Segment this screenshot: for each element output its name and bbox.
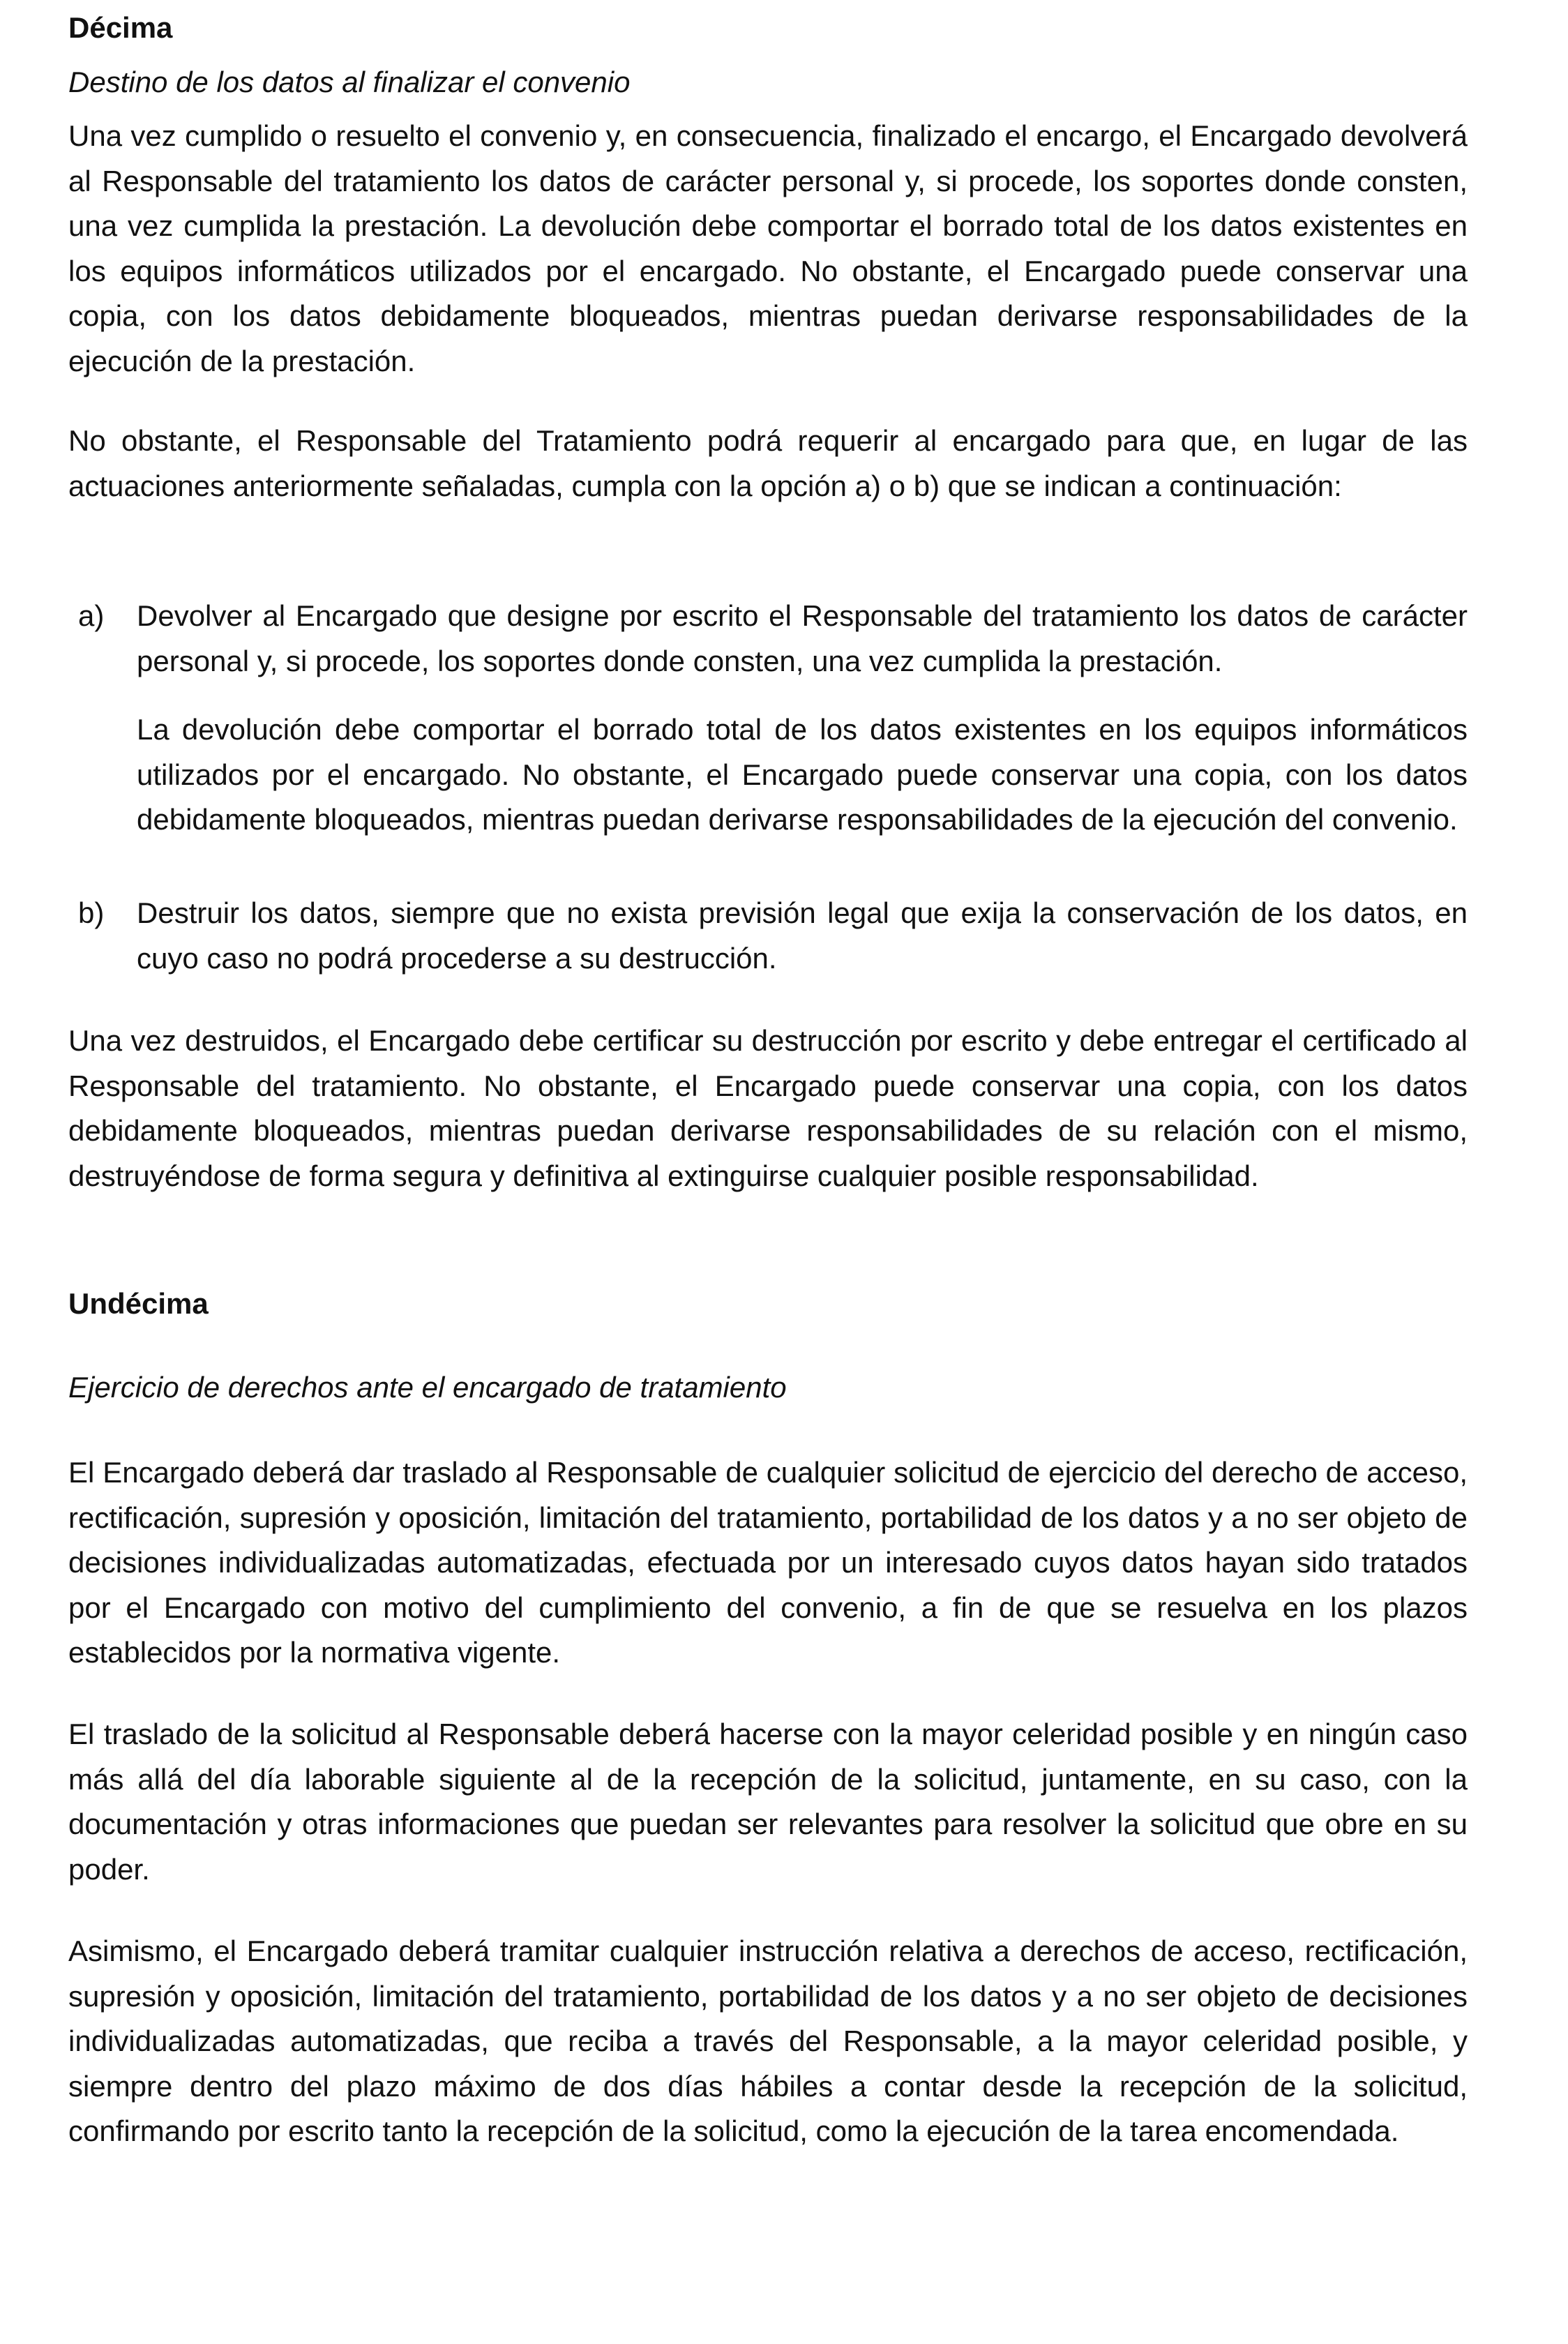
paragraph: Una vez destruidos, el Encargado debe certificar su destrucción por escrito y debe entregar el certificado al Responsable del tratamiento. No obstante, el Encargado puede conservar una copia, con los datos debidamente bloqueados, mientras puedan derivarse responsabilidades de su relación con el mismo, destruyéndose de forma segura y definitiva al extinguirse cualquier posible responsabilidad. xyxy=(68,1024,1468,1192)
paragraph: El Encargado deberá dar traslado al Responsable de cualquier solicitud de ejercicio del derecho de acceso, rectificación, supresión y oposición, limitación del tratamiento, portabilidad de los datos y a no ser objeto de decisiones individualizadas automatizadas, efectuada por un interesado cuyos datos hayan sido tratados por el Encargado con motivo del cumplimiento del convenio, a fin de que se resuelva en los plazos establecidos por la normativa vigente. xyxy=(68,1456,1468,1669)
paragraph: Una vez cumplido o resuelto el convenio y, en consecuencia, finalizado el encargo, el Encargado devolverá al Responsable del tratamiento los datos de carácter personal y, si procede, los soportes donde consten, una vez cumplida la prestación. La devolución debe comportar el borrado total de los datos existentes en los equipos informáticos utilizados por el encargado. No obstante, el Encargado puede conservar una copia, con los datos debidamente bloqueados, mientras puedan derivarse responsabilidades de la ejecución de la prestación. xyxy=(68,119,1468,377)
paragraph: No obstante, el Responsable del Tratamiento podrá requerir al encargado para que, en lugar de las actuaciones anteriormente señaladas, cumpla con la opción a) o b) que se indican a continuación: xyxy=(68,424,1468,502)
section-heading-undecima: Undécima xyxy=(68,1287,209,1320)
list-marker: a) xyxy=(78,599,105,632)
paragraph: El traslado de la solicitud al Responsable deberá hacerse con la mayor celeridad posible y en ningún caso más allá del día laborable siguiente al de la recepción de la solicitud, juntamente, en su caso, con la documentación y otras informaciones que puedan ser relevantes para resolver la solicitud que obre en su poder. xyxy=(68,1718,1468,1886)
section-subtitle-decima: Destino de los datos al finalizar el convenio xyxy=(68,66,631,98)
section-heading-decima: Décima xyxy=(68,11,173,44)
list-item-continuation: La devolución debe comportar el borrado total de los datos existentes en los equipos informáticos utilizados por el encargado. No obstante, el Encargado puede conservar una copia, con los datos debidamente bloqueados, mientras puedan derivarse responsabilidades de la ejecución del convenio. xyxy=(137,713,1468,836)
section-subtitle-undecima: Ejercicio de derechos ante el encargado de tratamiento xyxy=(68,1371,787,1404)
list-item-text: Devolver al Encargado que designe por escrito el Responsable del tratamiento los datos de carácter personal y, si procede, los soportes donde consten, una vez cumplida la prestación. xyxy=(137,599,1468,677)
list-item-text: Destruir los datos, siempre que no exista previsión legal que exija la conservación de los datos, en cuyo caso no podrá procederse a su destrucción. xyxy=(137,896,1468,975)
paragraph: Asimismo, el Encargado deberá tramitar cualquier instrucción relativa a derechos de acceso, rectificación, supresión y oposición, limitación del tratamiento, portabilidad de los datos y a no ser objeto de decisiones individualizadas automatizadas, que reciba a través del Responsable, a la mayor celeridad posible, y siempre dentro del plazo máximo de dos días hábiles a contar desde la recepción de la solicitud, confirmando por escrito tanto la recepción de la solicitud, como la ejecución de la tarea encomendada. xyxy=(68,1934,1468,2147)
list-marker: b) xyxy=(78,896,105,929)
